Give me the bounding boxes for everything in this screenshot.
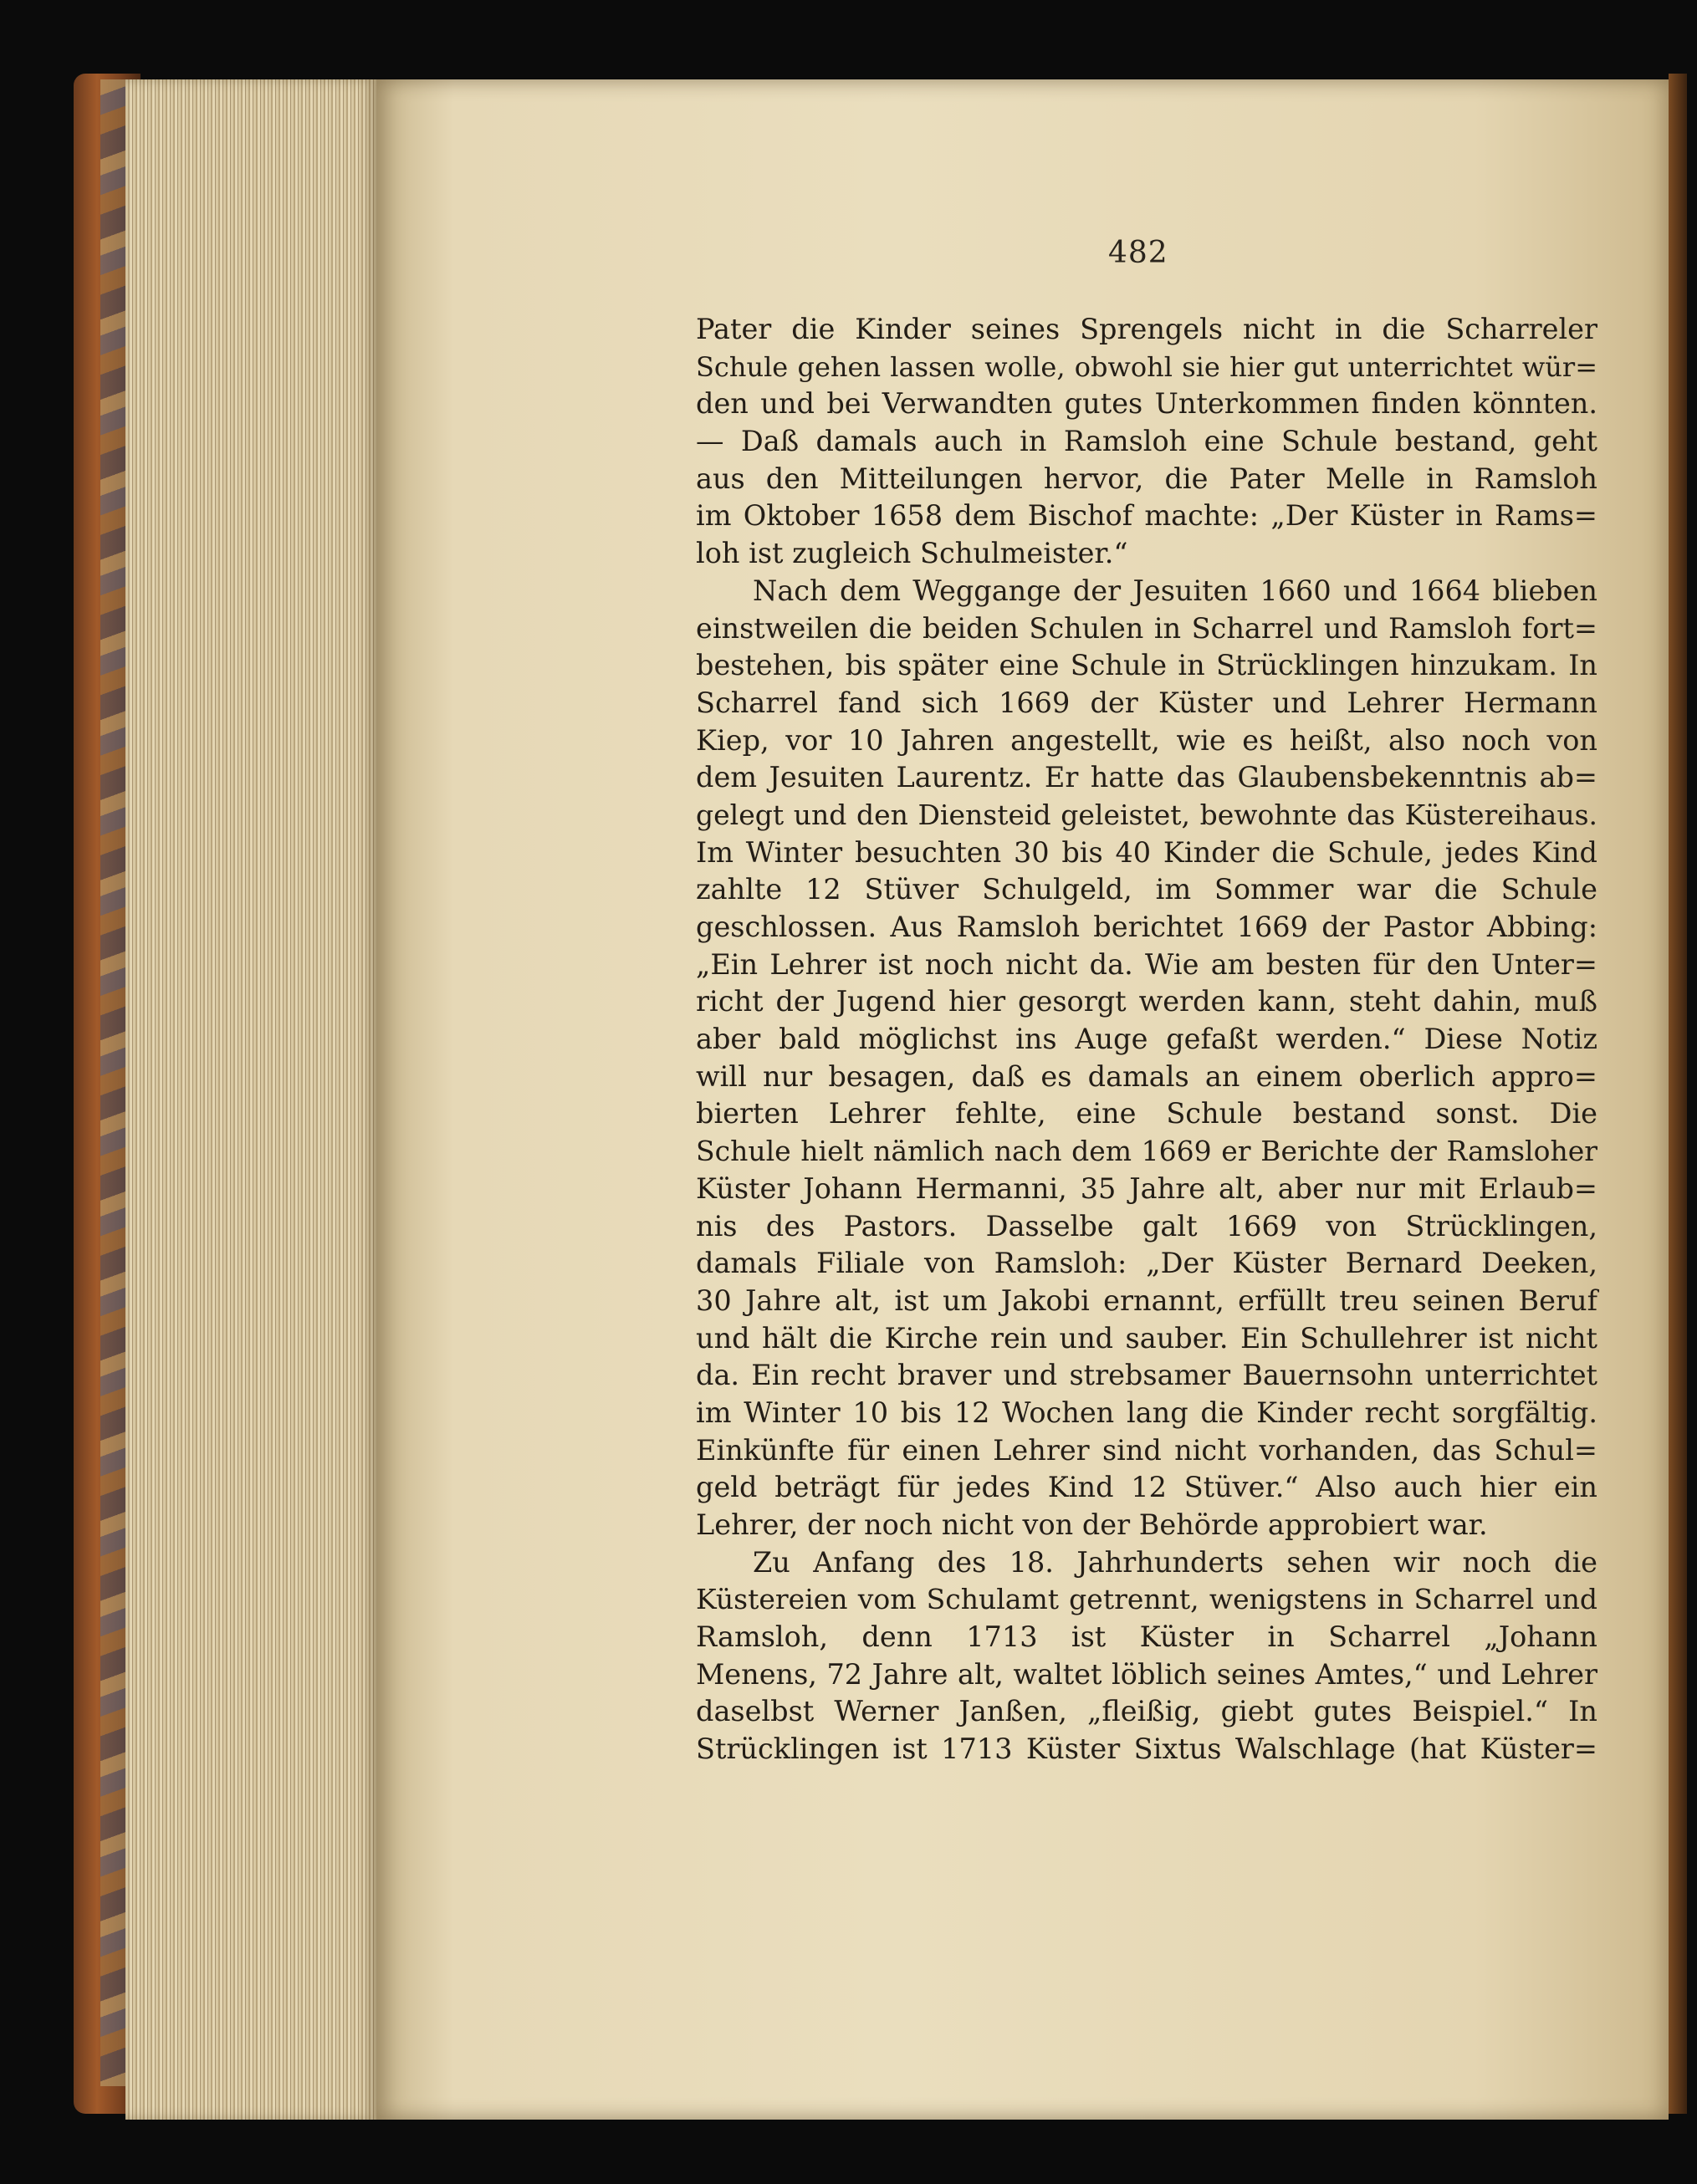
text-line: daselbst Werner Janßen, „fleißig, giebt gutes Beispiel.“ In	[696, 1695, 1597, 1728]
text-line: Schule hielt nämlich nach dem 1669 er Berichte der Ramsloher	[696, 1135, 1597, 1168]
text-line: Zu Anfang des 18. Jahrhunderts sehen wir noch die	[753, 1545, 1597, 1579]
text-line: und hält die Kirche rein und sauber. Ein Schullehrer ist nicht	[696, 1321, 1597, 1355]
text-line: Menens, 72 Jahre alt, waltet löblich seines Amtes,“ und Lehrer	[696, 1657, 1597, 1691]
text-line: Ramsloh, denn 1713 ist Küster in Scharrel „Johann	[696, 1620, 1597, 1654]
text-line: im Winter 10 bis 12 Wochen lang die Kinder recht sorgfältig.	[696, 1396, 1597, 1429]
text-line: Nach dem Weggange der Jesuiten 1660 und 1664 blieben	[753, 574, 1597, 607]
page-number: 482	[1108, 236, 1168, 270]
text-line: Lehrer, der noch nicht von der Behörde approbiert war.	[696, 1508, 1488, 1541]
text-line: will nur besagen, daß es damals an einem oberlich appro=	[696, 1059, 1597, 1093]
text-line: aus den Mitteilungen hervor, die Pater Melle in Ramsloh	[696, 462, 1597, 495]
text-line: richt der Jugend hier gesorgt werden kann, steht dahin, muß	[696, 985, 1597, 1018]
text-line: den und bei Verwandten gutes Unterkommen finden könnten.	[696, 387, 1597, 421]
text-line: Küster Johann Hermanni, 35 Jahre alt, aber nur mit Erlaub=	[696, 1171, 1597, 1205]
text-line: Im Winter besuchten 30 bis 40 Kinder die Schule, jedes Kind	[696, 835, 1597, 869]
text-line: Schule gehen lassen wolle, obwohl sie hier gut unterrichtet wür=	[696, 350, 1597, 383]
text-line: Einkünfte für einen Lehrer sind nicht vorhanden, das Schul=	[696, 1433, 1597, 1467]
text-line: zahlte 12 Stüver Schulgeld, im Sommer war die Schule	[696, 873, 1597, 906]
text-line: — Daß damals auch in Ramsloh eine Schule bestand, geht	[696, 425, 1597, 458]
text-line: Strücklingen ist 1713 Küster Sixtus Walschlage (hat Küster=	[696, 1732, 1597, 1766]
text-line: bierten Lehrer fehlte, eine Schule bestand sonst. Die	[696, 1097, 1597, 1130]
text-line: gelegt und den Diensteid geleistet, bewohnte das Küstereihaus.	[696, 798, 1597, 831]
text-line: bestehen, bis später eine Schule in Strücklingen hinzukam. In	[696, 649, 1597, 682]
body-text	[696, 311, 1597, 1768]
text-line: da. Ein recht braver und strebsamer Bauernsohn unterrichtet	[696, 1359, 1597, 1392]
text-line: damals Filiale von Ramsloh: „Der Küster Bernard Deeken,	[696, 1247, 1597, 1280]
text-line: 30 Jahre alt, ist um Jakobi ernannt, erfüllt treu seinen Beruf	[696, 1283, 1597, 1317]
text-line: aber bald möglichst ins Auge gefaßt werden.“ Diese Notiz	[696, 1023, 1597, 1056]
text-line: nis des Pastors. Dasselbe galt 1669 von Strücklingen,	[696, 1209, 1597, 1243]
text-line: Kiep, vor 10 Jahren angestellt, wie es heißt, also noch von	[696, 723, 1597, 757]
text-line: Küstereien vom Schulamt getrennt, wenigstens in Scharrel und	[696, 1583, 1597, 1616]
text-line: im Oktober 1658 dem Bischof machte: „Der Küster in Rams=	[696, 499, 1597, 533]
text-line: Pater die Kinder seines Sprengels nicht in die Scharreler	[696, 313, 1597, 345]
text-line: Scharrel fand sich 1669 der Küster und Lehrer Hermann	[696, 686, 1597, 719]
page-edges-stack	[125, 79, 376, 2120]
text-line: „Ein Lehrer ist noch nicht da. Wie am besten für den Unter=	[696, 947, 1597, 981]
book-cover-right	[1669, 74, 1687, 2114]
text-line: loh ist zugleich Schulmeister.“	[696, 537, 1128, 570]
text-line: dem Jesuiten Laurentz. Er hatte das Glaubensbekenntnis ab=	[696, 761, 1597, 794]
text-line: geschlossen. Aus Ramsloh berichtet 1669 der Pastor Abbing:	[696, 911, 1597, 943]
text-line: geld beträgt für jedes Kind 12 Stüver.“ Also auch hier ein	[696, 1471, 1597, 1504]
text-line: einstweilen die beiden Schulen in Scharrel und Ramsloh fort=	[696, 611, 1597, 645]
